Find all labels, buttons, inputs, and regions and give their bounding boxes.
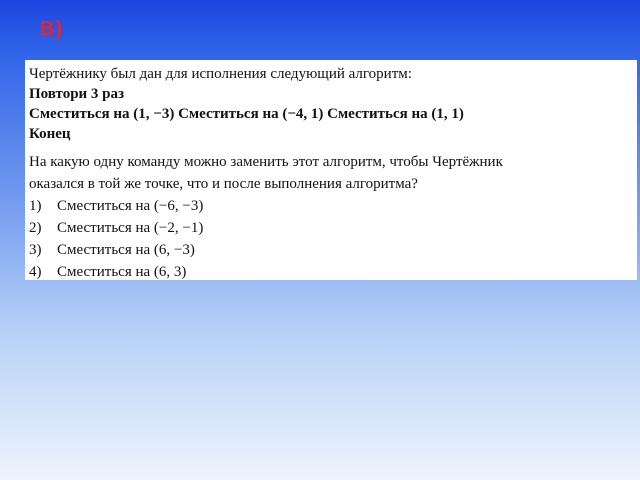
option-text: Сместиться на (6, −3) — [57, 242, 195, 258]
option-number: 3) — [29, 242, 42, 258]
answer-option-1 — [29, 195, 631, 217]
question-line-2: оказался в той же точке, что и после выполнения алгоритма? — [29, 176, 418, 192]
task-intro: Чертёжнику был дан для исполнения следующий алгоритм: — [29, 66, 412, 82]
slide-label: В) — [40, 18, 64, 40]
algorithm-repeat-line: Повтори 3 раз — [29, 86, 125, 102]
option-text: Сместиться на (−6, −3) — [57, 198, 204, 214]
answer-option-4 — [29, 261, 631, 280]
option-number: 4) — [29, 264, 42, 280]
option-text: Сместиться на (−2, −1) — [57, 220, 204, 236]
question-line-1: На какую одну команду можно заменить этот алгоритм, чтобы Чертёжник — [29, 154, 503, 170]
answer-option-2 — [29, 217, 631, 239]
option-text: Сместиться на (6, 3) — [57, 264, 187, 280]
option-number: 1) — [29, 198, 42, 214]
task-panel — [25, 60, 637, 280]
algorithm-commands-line: Сместиться на (1, −3) Сместиться на (−4, 1) Сместиться на (1, 1) — [29, 106, 464, 122]
option-number: 2) — [29, 220, 42, 236]
algorithm-end-line: Конец — [29, 126, 71, 142]
answer-option-3 — [29, 239, 631, 261]
